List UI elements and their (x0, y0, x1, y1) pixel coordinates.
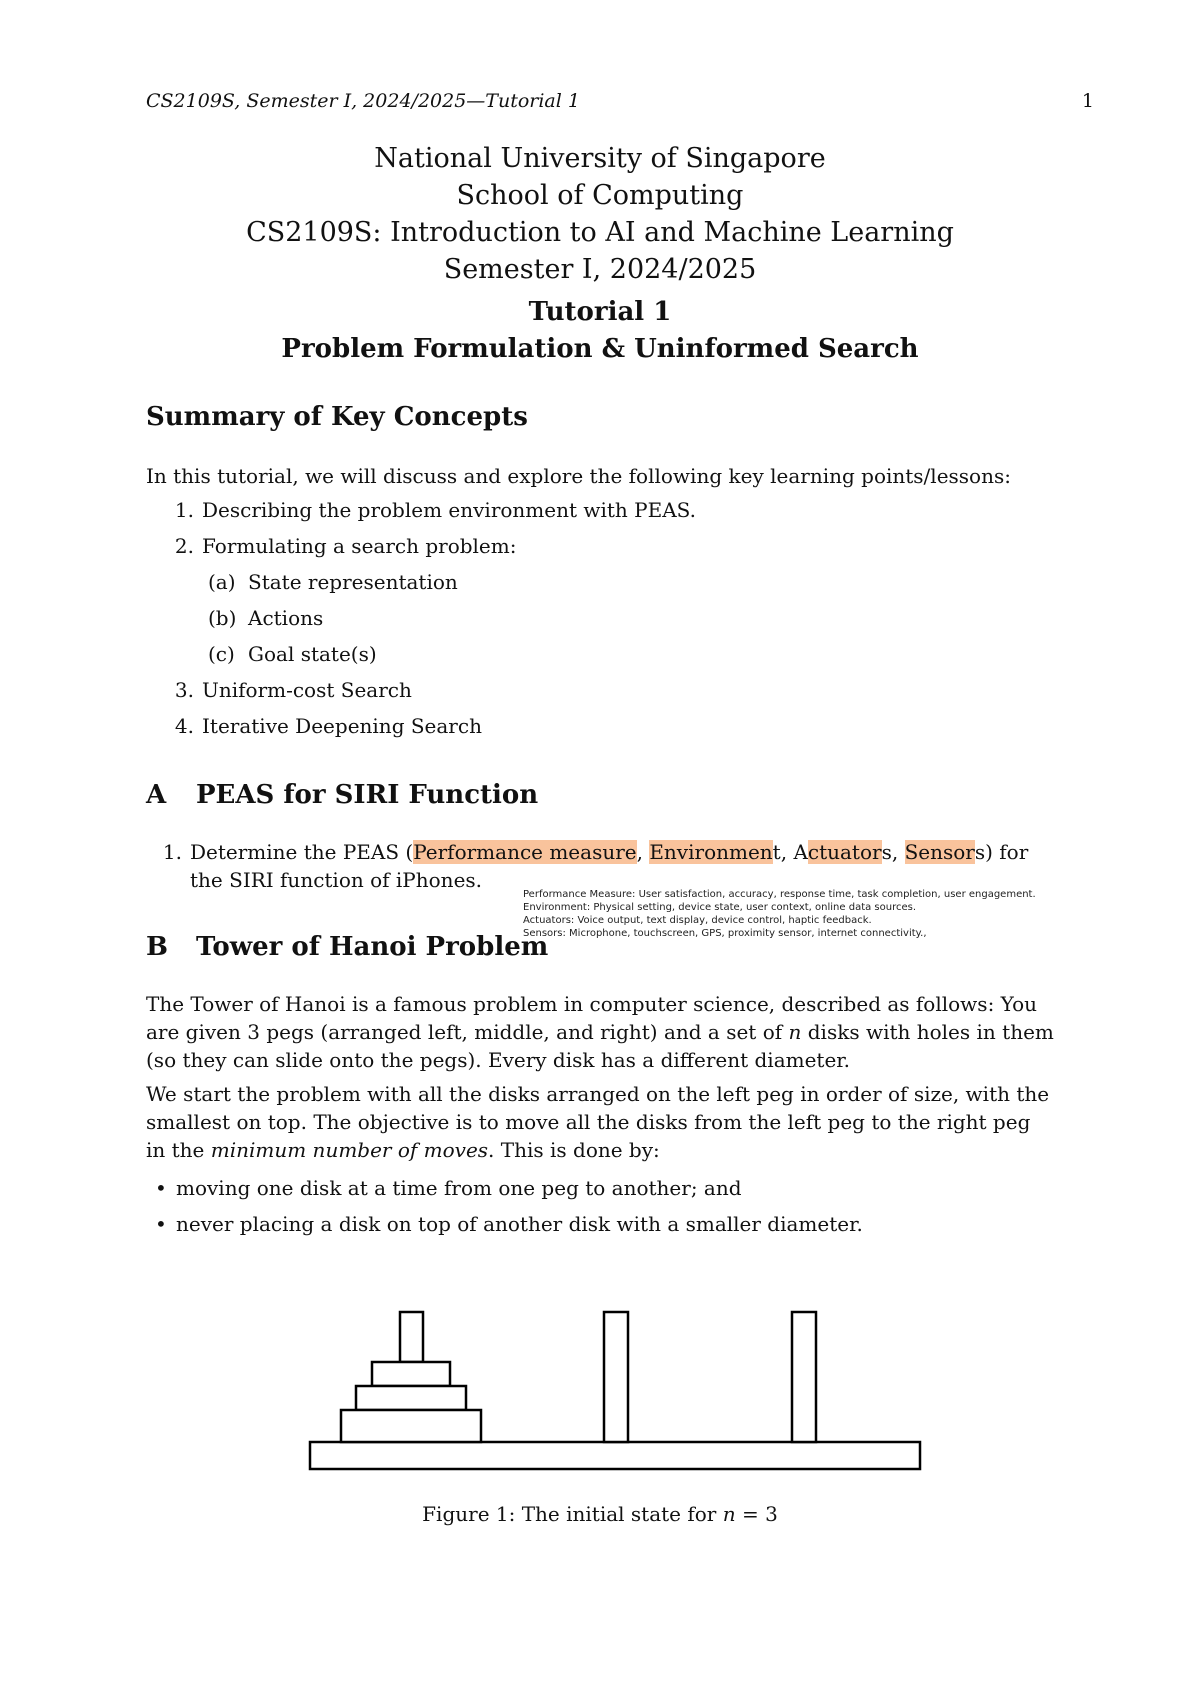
question-1-line2: the SIRI function of iPhones. (190, 868, 483, 892)
highlight-actuators: ctuator (807, 840, 882, 864)
annotation-line: Environment: Physical setting, device state, user context, online data sources. (523, 902, 917, 913)
highlight-environment: Environmen (649, 840, 773, 864)
sub-list-item: (a) State representation (208, 570, 458, 594)
list-item: • never placing a disk on top of another disk with a smaller diameter. (155, 1212, 863, 1236)
summary-heading: Summary of Key Concepts (146, 402, 528, 432)
middle-peg (604, 1312, 628, 1442)
course-name: CS2109S: Introduction to AI and Machine Learning (246, 217, 954, 248)
tutorial-number: Tutorial 1 (528, 297, 672, 327)
highlight-performance: Performance measure (413, 840, 637, 864)
page-number: 1 (1081, 90, 1094, 112)
annotation-line: Actuators: Voice output, text display, device control, haptic feedback. (523, 915, 872, 926)
running-header (146, 90, 1094, 112)
annotation-line: Sensors: Microphone, touchscreen, GPS, proximity sensor, internet connectivity., (523, 928, 927, 939)
section-b-heading: B Tower of Hanoi Problem (146, 932, 549, 962)
tower-of-hanoi-figure (300, 1300, 930, 1480)
list-item: • moving one disk at a time from one peg to another; and (155, 1176, 742, 1200)
annotation-line: Performance Measure: User satisfaction, accuracy, response time, task completion, user engagement. (523, 889, 1036, 900)
handwritten-annotation (523, 888, 1036, 940)
figure-caption: Figure 1: The initial state for n = 3 (422, 1502, 778, 1526)
tutorial-topic: Problem Formulation & Uninformed Search (281, 334, 919, 364)
list-item: 1. Describing the problem environment with PEAS. (174, 498, 697, 522)
small-disk (372, 1362, 450, 1386)
section-a-heading: A PEAS for SIRI Function (146, 780, 539, 810)
list-item: 4. Iterative Deepening Search (174, 714, 482, 738)
section-b-paragraph-1: The Tower of Hanoi is a famous problem in computer science, described as follows: You are given 3 pegs (arranged left, middle, and right) and a set of n disks with holes in them (so they can slide onto the pegs). Every disk has a different diameter. (146, 992, 1054, 1072)
running-title: CS2109S, Semester I, 2024/2025—Tutorial 1 (146, 90, 580, 112)
right-peg (792, 1312, 816, 1442)
left-peg (400, 1312, 423, 1362)
highlight-sensors: Sensor (904, 840, 975, 864)
medium-disk (356, 1386, 466, 1410)
sub-list-item: (c) Goal state(s) (208, 642, 377, 666)
question-1: 1. Determine the PEAS (Performance measure, Environment, Actuators, Sensors) for (162, 840, 1029, 864)
large-disk (341, 1410, 481, 1442)
school-name: School of Computing (456, 180, 744, 211)
list-item: 3. Uniform-cost Search (174, 678, 412, 702)
base-board (310, 1442, 920, 1469)
title-block (0, 140, 1200, 368)
semester: Semester I, 2024/2025 (443, 254, 757, 285)
section-b-paragraph-2: We start the problem with all the disks arranged on the left peg in order of size, with the smallest on top. The objective is to move all the disks from the left peg to the right peg in the minimum number of moves. This is done by: (146, 1082, 1050, 1162)
summary-intro: In this tutorial, we will discuss and explore the following key learning points/lessons: (146, 464, 1011, 488)
sub-list-item: (b) Actions (208, 606, 324, 630)
list-item: 2. Formulating a search problem: (174, 534, 517, 558)
university-name: National University of Singapore (374, 143, 826, 174)
